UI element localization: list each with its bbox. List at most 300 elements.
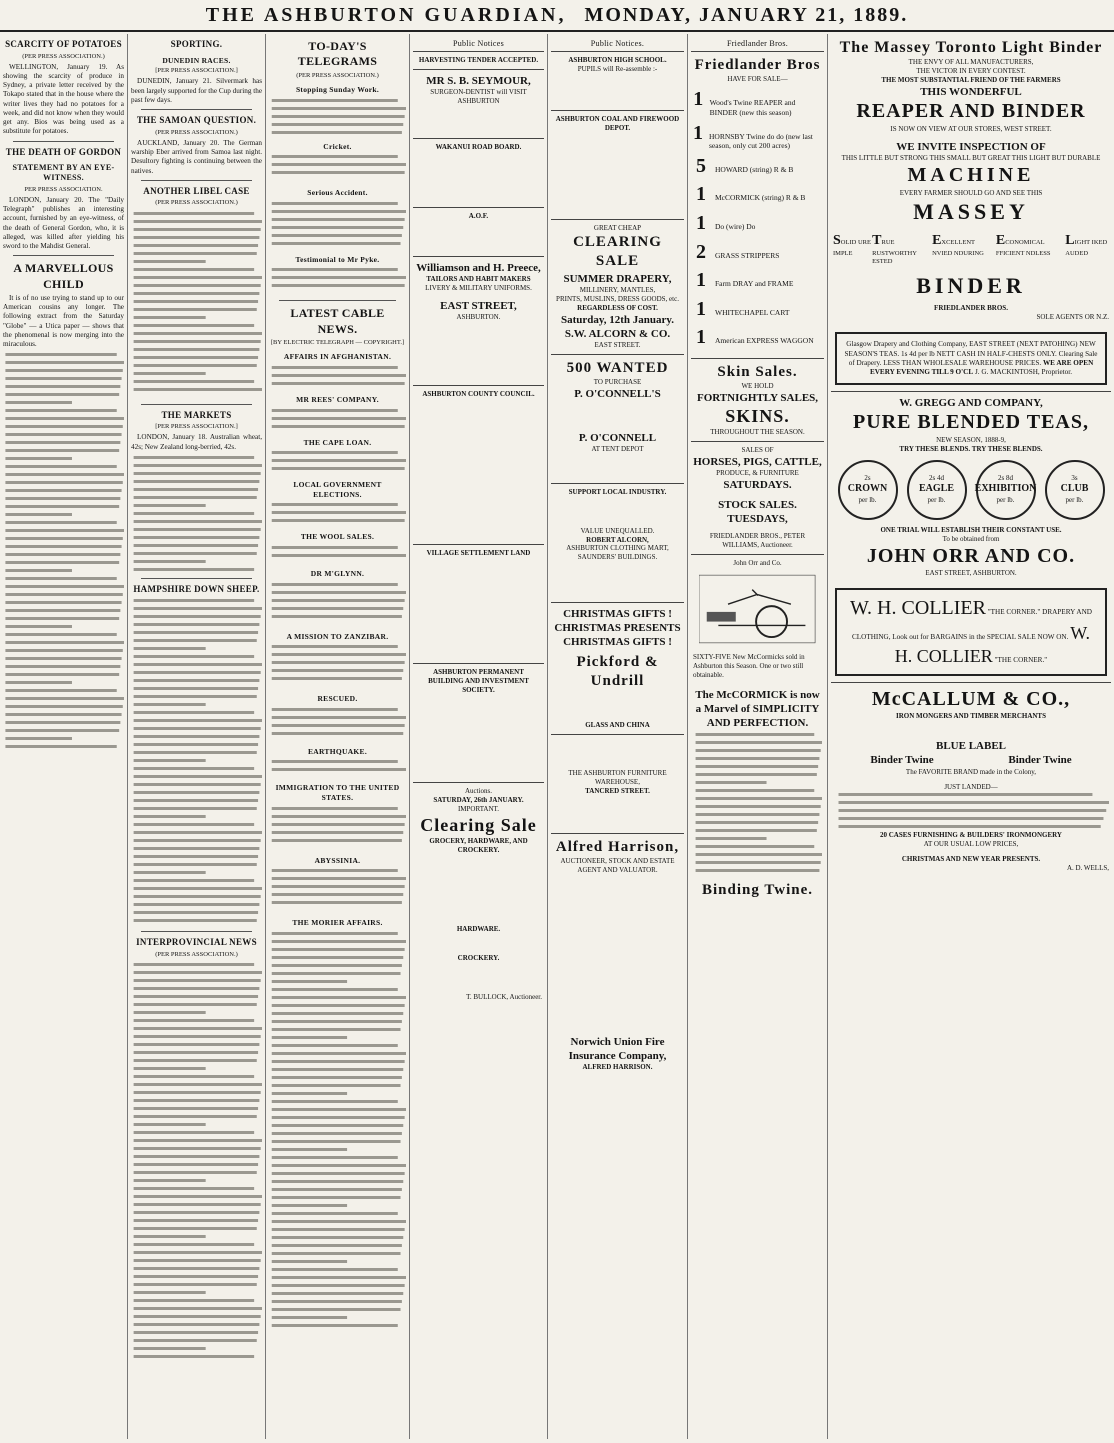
ad-text: AT OUR USUAL LOW PRICES, <box>923 840 1019 849</box>
notice-title: VILLAGE SETTLEMENT LAND <box>426 549 531 558</box>
body-text-lines <box>269 200 406 250</box>
ad-title: Glasgow Drapery and Clothing Company, <box>846 340 968 349</box>
text-line <box>696 773 817 776</box>
text-line <box>272 839 402 842</box>
text-line <box>134 1267 260 1270</box>
text-line <box>5 489 121 492</box>
text-line <box>272 1172 405 1175</box>
text-line <box>272 661 405 664</box>
text-line <box>134 615 261 618</box>
notice-title: ASHBURTON COAL AND FIREWOOD DEPOT. <box>555 115 680 133</box>
ad-title: Williamson and H. Preece, <box>416 262 541 275</box>
machine-list-item <box>693 121 822 151</box>
text-line <box>134 1227 257 1230</box>
article-body <box>269 97 406 137</box>
ad-title: STOCK SALES. <box>718 499 797 512</box>
text-line <box>272 815 406 818</box>
text-line <box>134 1003 257 1006</box>
item-description: GRASS STRIPPERS <box>715 250 780 260</box>
text-line <box>839 825 1101 828</box>
text-line <box>272 1100 398 1103</box>
body-text-lines <box>269 449 406 475</box>
acrostic-text: CONOMICAL FFICIENT NDLESS <box>995 238 1051 257</box>
ad-address: ASHBURTON. <box>456 313 501 322</box>
ad-text: IN HALF-CHESTS ONLY. <box>977 349 1057 358</box>
ad-title: SATURDAYS. <box>723 479 792 492</box>
headline: HAMPSHIRE DOWN SHEEP. <box>133 583 260 594</box>
ad-text: THIS WONDERFUL <box>920 86 1022 99</box>
text-line <box>5 713 121 716</box>
ad-text: SIXTY-FIVE New McCormicks sold in Ashburton this Season. One or two still obtainable. <box>693 653 805 680</box>
text-line <box>134 831 262 834</box>
article-text: LONDON, January 18. Australian wheat, 42s; New Zealand long-berried, 42s. <box>131 433 262 451</box>
text-line <box>134 1107 258 1110</box>
ad-text: THE VICTOR IN EVERY CONTEST. <box>916 67 1026 76</box>
ad-address: EAST STREET, <box>440 300 517 313</box>
subheadline: AFFAIRS IN AFGHANISTAN. <box>283 352 392 362</box>
text-line <box>5 513 72 516</box>
text-line <box>134 332 262 335</box>
ad-title: The McCORMICK is now a Marvel of SIMPLICITY AND PERFECTION. <box>695 689 820 730</box>
ad-title: McCALLUM & CO., <box>871 687 1071 710</box>
text-line <box>272 1244 402 1247</box>
text-line <box>134 324 255 327</box>
notice-building-society <box>413 663 544 782</box>
text-line <box>5 681 72 684</box>
acrostic-word <box>932 232 996 267</box>
article-body <box>269 867 406 913</box>
text-line <box>272 409 398 412</box>
text-line <box>272 1276 406 1279</box>
text-line <box>134 919 257 922</box>
item-description: McCORMICK (string) R & B <box>715 193 806 203</box>
ad-text: WE ARE OPEN EVERY EVENING TILL 9 O'CL <box>869 358 1094 376</box>
notice-village-settlement <box>413 544 544 663</box>
item-description: HORNSBY Twine do do (new last season, only cut 200 acres) <box>709 131 813 151</box>
text-line <box>272 554 406 557</box>
text-line <box>134 719 262 722</box>
divider <box>141 180 252 181</box>
text-line <box>134 1275 258 1278</box>
text-line <box>5 417 124 420</box>
article-body <box>269 758 406 778</box>
text-line <box>272 980 347 983</box>
ad-text: SALES OF <box>741 446 774 455</box>
text-line <box>134 963 255 966</box>
text-line <box>272 716 406 719</box>
text-line <box>272 511 406 514</box>
text-line <box>5 505 119 508</box>
ad-text: AUCTIONEER, STOCK AND ESTATE AGENT AND VALUATOR. <box>560 857 675 875</box>
column-4 <box>410 34 548 1439</box>
article-body <box>269 153 406 183</box>
machine-list-item <box>693 211 822 237</box>
text-line <box>5 593 122 596</box>
ad-williamson-preece <box>413 256 544 385</box>
text-line <box>839 809 1107 812</box>
ad-address: EAST STREET, ASHBURTON. <box>925 569 1017 578</box>
text-line <box>134 268 255 271</box>
text-line <box>272 708 398 711</box>
text-line <box>272 115 405 118</box>
ad-text: LIVERY & MILITARY UNIFORMS. <box>425 284 532 293</box>
acrostic-text: OLID URE IMPLE <box>833 238 871 257</box>
text-line <box>134 711 255 714</box>
text-line <box>5 545 121 548</box>
ad-body <box>833 791 1109 831</box>
tea-unit: per lb. <box>927 496 946 505</box>
text-line <box>134 1035 261 1038</box>
body-text-lines <box>269 501 406 527</box>
subheadline: LOCAL GOVERNMENT ELECTIONS. <box>293 480 382 499</box>
text-line <box>134 655 255 658</box>
body-text-lines <box>131 597 262 927</box>
text-line <box>134 911 258 914</box>
ad-text: IRON MONGERS AND TIMBER MERCHANTS <box>896 712 1046 721</box>
tea-name: CROWN <box>847 483 888 495</box>
text-line <box>5 457 72 460</box>
text-line <box>5 577 116 580</box>
text-line <box>272 417 406 420</box>
text-line <box>272 1196 401 1199</box>
divider <box>141 404 252 405</box>
ad-text: LESS THAN WHOLESALE WAREHOUSE PRICES. <box>883 358 1042 367</box>
headline: ANOTHER LIBEL CASE <box>143 185 250 196</box>
byline: [PER PRESS ASSOCIATION.] <box>155 67 238 75</box>
body-text-lines <box>269 930 406 1330</box>
ad-title: 500 WANTED <box>566 359 669 376</box>
text-line <box>134 212 255 215</box>
ad-address: EAST STREET (NEXT PATOHING) <box>969 340 1078 349</box>
section-heading: Public Notices <box>452 39 505 48</box>
subheadline: RESCUED. <box>317 694 358 704</box>
text-line <box>134 316 206 319</box>
tea-unit: per lb. <box>1065 496 1084 505</box>
text-line <box>272 972 401 975</box>
ad-collier <box>835 588 1107 676</box>
text-line <box>134 887 262 890</box>
text-line <box>134 512 255 515</box>
text-line <box>5 553 120 556</box>
text-line <box>134 903 260 906</box>
subheadline: Testimonial to Mr Pyke. <box>295 254 380 264</box>
text-line <box>134 308 257 311</box>
subheadline: THE CAPE LOAN. <box>303 437 372 447</box>
item-quantity: 1 <box>696 211 706 234</box>
column-7 <box>828 34 1114 1439</box>
ad-title: Binder Twine <box>1008 754 1072 767</box>
text-line <box>696 741 822 744</box>
notice-harvesting-tender <box>413 51 544 69</box>
text-line <box>134 1099 260 1102</box>
article-body <box>269 805 406 851</box>
text-line <box>272 1308 401 1311</box>
subheadline: MR REES' COMPANY. <box>296 395 379 405</box>
article-body <box>269 544 406 564</box>
ad-text: To be obtained from <box>942 534 1000 543</box>
text-line <box>5 529 124 532</box>
ad-title: Binding Twine. <box>702 881 813 898</box>
text-line <box>134 995 258 998</box>
text-line <box>134 847 260 850</box>
text-line <box>272 1228 405 1231</box>
text-line <box>272 1092 347 1095</box>
text-line <box>839 793 1093 796</box>
text-line <box>5 705 122 708</box>
text-line <box>5 497 120 500</box>
text-line <box>272 940 406 943</box>
body-text-lines <box>269 581 406 627</box>
text-line <box>272 155 398 158</box>
text-line <box>272 948 405 951</box>
notice-title: ASHBURTON HIGH SCHOOL. <box>568 56 667 65</box>
column-2 <box>128 34 266 1439</box>
text-line <box>134 464 262 467</box>
text-line <box>272 1036 347 1039</box>
ad-text: IS NOW ON VIEW AT OUR STORES, WEST STREET. <box>890 125 1052 133</box>
text-line <box>5 721 120 724</box>
text-line <box>134 1203 261 1206</box>
text-line <box>272 1180 404 1183</box>
text-line <box>5 609 120 612</box>
headline: INTERPROVINCIAL NEWS <box>136 937 257 948</box>
text-line <box>5 449 119 452</box>
text-line <box>134 1131 255 1134</box>
text-line <box>5 617 119 620</box>
text-line <box>272 1124 404 1127</box>
text-line <box>134 1059 257 1062</box>
ad-text: GLASS AND CHINA <box>585 721 650 730</box>
text-line <box>134 823 255 826</box>
text-line <box>134 472 261 475</box>
text-line <box>134 1339 257 1342</box>
text-line <box>272 956 404 959</box>
headline: THE SAMOAN QUESTION. <box>136 115 257 126</box>
ad-mccallum <box>831 682 1111 877</box>
notice-title: ASHBURTON COUNTY COUNCIL. <box>422 390 535 399</box>
text-line <box>134 560 206 563</box>
text-line <box>696 837 767 840</box>
text-line <box>134 879 255 882</box>
text-line <box>134 1115 257 1118</box>
ad-address: EAST STREET. <box>594 340 641 349</box>
body-text-lines <box>131 454 262 574</box>
text-line <box>5 673 119 676</box>
text-line <box>272 1028 401 1031</box>
tea-price: 2s 4d <box>929 474 944 483</box>
text-line <box>272 1220 406 1223</box>
tea-name: EAGLE <box>918 483 954 495</box>
ad-title: HORSES, PIGS, CATTLE, <box>693 456 822 469</box>
text-line <box>134 839 261 842</box>
machine-list <box>693 87 822 351</box>
article-body <box>131 454 262 574</box>
auction-note: IMPORTANT. <box>457 805 500 814</box>
ad-title: CHRISTMAS PRESENTS <box>554 621 681 634</box>
text-line <box>5 401 72 404</box>
text-line <box>272 1148 347 1151</box>
tea-price: 2s 8d <box>998 474 1013 483</box>
text-line <box>696 853 822 856</box>
headline: SPORTING. <box>170 39 223 49</box>
text-line <box>696 869 820 872</box>
text-line <box>272 1324 398 1327</box>
text-line <box>272 234 402 237</box>
text-line <box>272 869 398 872</box>
text-line <box>134 799 258 802</box>
ad-title: SUMMER DRAPERY, <box>563 272 672 285</box>
text-line <box>272 467 405 470</box>
text-line <box>272 932 398 935</box>
notice-title: WAKANUI ROAD BOARD. <box>435 143 522 152</box>
acrostic-word <box>996 232 1065 267</box>
column-1 <box>0 34 128 1439</box>
text-line <box>5 569 72 572</box>
text-line <box>272 99 398 102</box>
text-line <box>272 823 405 826</box>
ad-proprietor: Proprietor. <box>1041 367 1073 376</box>
text-line <box>696 829 817 832</box>
body-text-lines <box>269 706 406 742</box>
headline: SCARCITY OF POTATOES <box>5 39 122 49</box>
ad-text: 1s 4d per lb NETT CASH <box>901 349 976 358</box>
text-line <box>272 1252 401 1255</box>
text-line <box>134 599 255 602</box>
ad-text: TAILORS AND HABIT MAKERS <box>426 275 531 284</box>
item-quantity: 1 <box>693 88 704 111</box>
text-line <box>696 861 821 864</box>
headline: THE MARKETS <box>161 409 232 420</box>
text-line <box>272 163 406 166</box>
text-line <box>272 366 398 369</box>
article-text: It is of no use trying to stand up to our American cousins any longer. The following extract from the Saturday "Globe" — a Utica paper — shows that the phenomenal is now merging into the miraculous. <box>3 293 124 348</box>
text-line <box>272 1020 402 1023</box>
text-line <box>5 369 122 372</box>
auction-section: HARDWARE. <box>456 924 501 933</box>
subheadline: EARTHQUAKE. <box>307 746 368 756</box>
text-line <box>696 781 767 784</box>
ad-text: THE ENVY OF ALL MANUFACTURERS, <box>908 58 1034 67</box>
text-line <box>5 585 124 588</box>
text-line <box>696 797 822 800</box>
byline: (PER PRESS ASSOCIATION.) <box>22 52 105 60</box>
ad-title: CHRISTMAS GIFTS ! <box>563 607 672 620</box>
text-line <box>5 665 120 668</box>
text-line <box>272 171 405 174</box>
text-line <box>272 1108 406 1111</box>
text-line <box>272 901 402 904</box>
section-heading: Auctions. <box>464 787 493 796</box>
text-line <box>696 821 819 824</box>
article-text: LONDON, January 20. The "Daily Telegraph" publishes an interesting account, furnished by an eye-witness, of the death of General Gordon, who, it is alleged, was killed after yielding his sword to the Mahdist General. <box>3 195 124 250</box>
text-line <box>272 107 406 110</box>
text-line <box>272 1236 404 1239</box>
text-line <box>5 481 122 484</box>
text-line <box>272 1084 401 1087</box>
ad-firm: ROBERT ALCORN, <box>586 535 649 544</box>
ad-title: SKINS. <box>725 406 790 427</box>
text-line <box>134 364 257 367</box>
ad-title: The Massey Toronto Light Binder <box>839 39 1103 56</box>
text-line <box>272 1284 405 1287</box>
text-line <box>5 385 120 388</box>
text-line <box>5 689 116 692</box>
section-heading: Friedlander Bros. <box>726 39 789 48</box>
tea-unit: per lb. <box>996 496 1015 505</box>
text-line <box>272 768 406 771</box>
text-line <box>134 1331 258 1334</box>
text-line <box>272 1012 404 1015</box>
text-line <box>272 131 402 134</box>
reaper-illustration-icon <box>699 574 815 644</box>
ad-text: WE HOLD <box>741 382 774 391</box>
text-line <box>272 210 406 213</box>
auction-date: SATURDAY, 26th JANUARY. <box>433 796 524 805</box>
text-line <box>5 465 116 468</box>
text-line <box>5 393 119 396</box>
text-line <box>134 260 206 263</box>
notice-title: A.O.F. <box>468 212 489 221</box>
ad-glasgow-drapery <box>835 332 1107 385</box>
text-line <box>272 893 404 896</box>
subheadline: DR M'GLYNN. <box>310 569 365 578</box>
ad-text: ONE TRIAL WILL ESTABLISH THEIR CONSTANT USE. <box>880 525 1062 534</box>
text-line <box>134 520 262 523</box>
text-line <box>272 1204 347 1207</box>
ad-agent: SOLE AGENTS OR N.Z. <box>1036 313 1109 322</box>
ad-robert-alcorn <box>551 483 684 602</box>
byline: [BY ELECTRIC TELEGRAPH — COPYRIGHT.] <box>270 339 405 347</box>
text-line <box>272 583 398 586</box>
text-line <box>272 988 398 991</box>
text-line <box>696 805 821 808</box>
text-line <box>272 1316 347 1319</box>
text-line <box>272 599 405 602</box>
ad-text: EVERY FARMER SHOULD GO AND SEE THIS <box>899 188 1043 197</box>
byline: (PER PRESS ASSOCIATION.) <box>296 71 379 79</box>
text-line <box>5 433 121 436</box>
acrostic-initial: E <box>995 232 1006 248</box>
tea-badge <box>976 460 1036 520</box>
article-body <box>131 210 262 400</box>
tea-badge <box>838 460 898 520</box>
divider <box>141 578 252 579</box>
text-line <box>272 1268 398 1271</box>
text-line <box>134 1195 262 1198</box>
ad-text: THROUGHOUT THE SEASON. <box>710 428 805 437</box>
ad-title: PURE BLENDED TEAS, <box>852 411 1090 434</box>
ad-signature: A. D. WELLS, <box>1066 864 1109 873</box>
article-body <box>131 597 262 927</box>
ad-text: WE INVITE INSPECTION OF <box>896 140 1046 153</box>
notice-dentist <box>413 69 544 138</box>
masthead <box>0 0 1114 32</box>
text-line <box>5 601 121 604</box>
text-line <box>272 669 404 672</box>
acrostic-initial: L <box>1065 232 1075 248</box>
text-line <box>272 1068 404 1071</box>
text-line <box>272 724 405 727</box>
text-line <box>5 625 72 628</box>
column-6 <box>688 34 828 1439</box>
text-line <box>272 218 405 221</box>
ad-address: SAUNDERS' BUILDINGS. <box>577 553 658 562</box>
article-body <box>269 200 406 250</box>
text-line <box>272 226 404 229</box>
text-line <box>134 536 260 539</box>
byline: PER PRESS ASSOCIATION. <box>24 185 103 193</box>
text-line <box>272 732 404 735</box>
